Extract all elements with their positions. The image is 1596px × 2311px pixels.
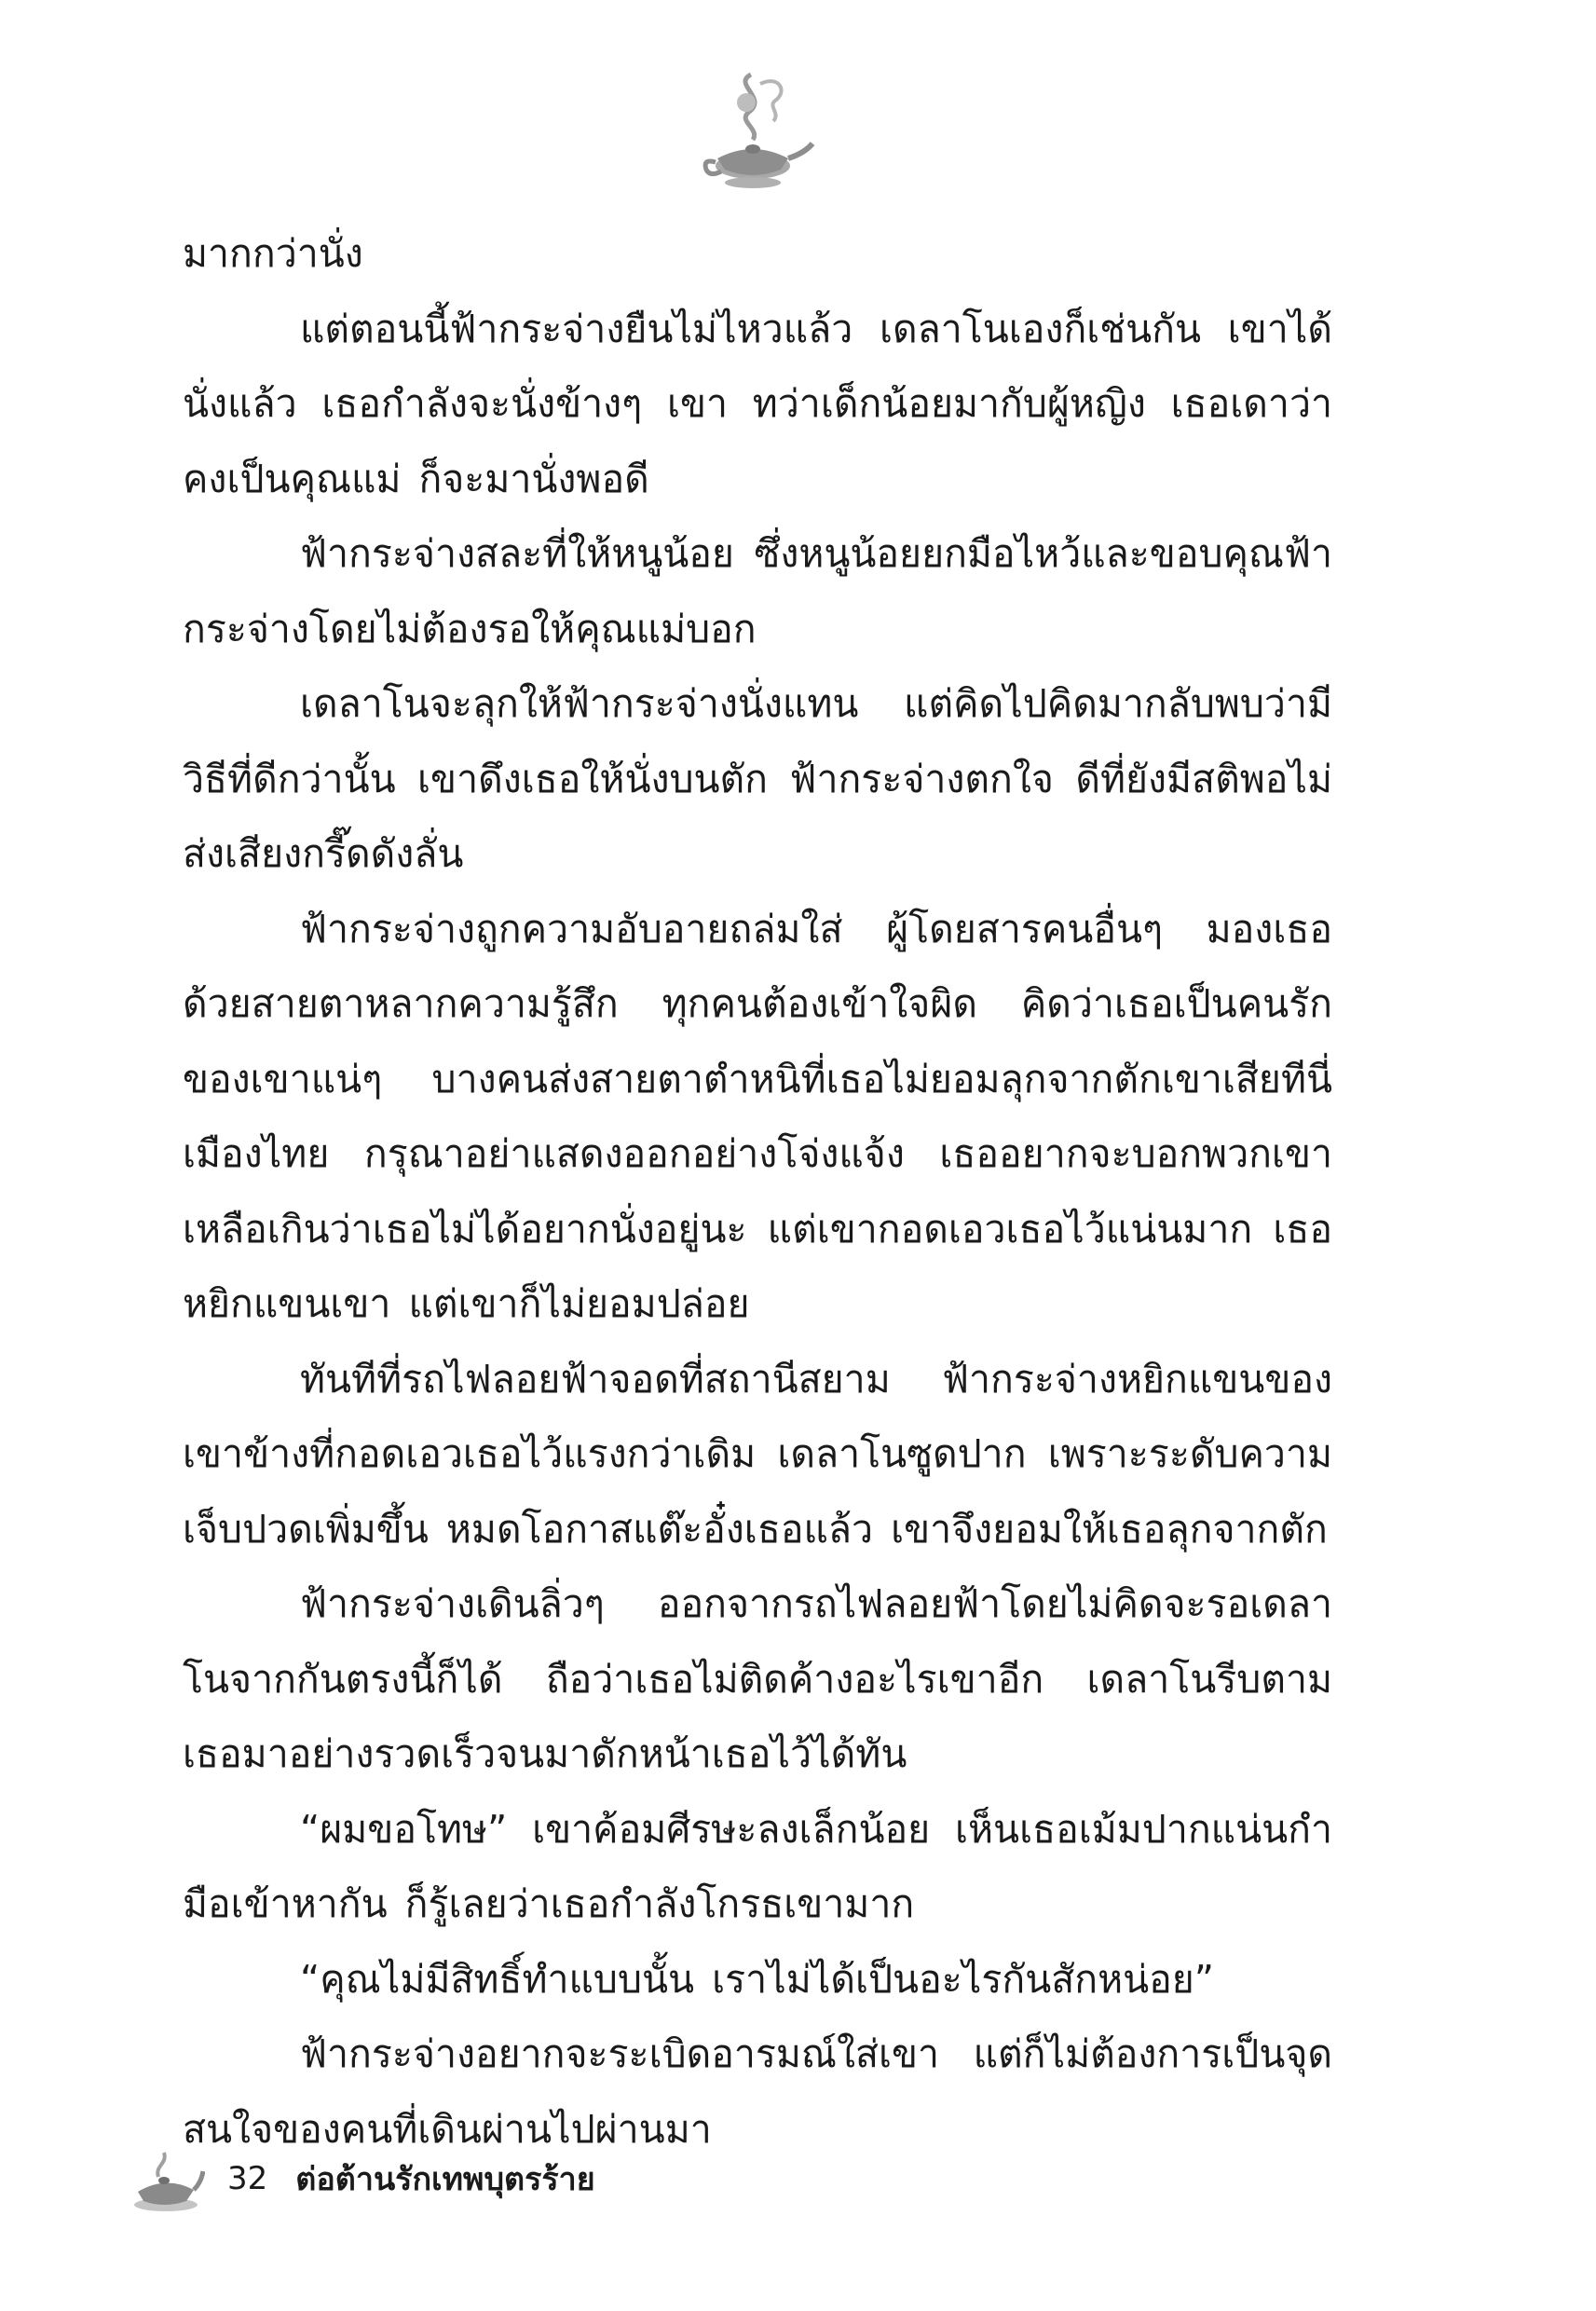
paragraph-8: “ผมขอโทษ” เขาค้อมศีรษะลงเล็กน้อย เห็นเธอเม้มปากแน่นกำมือเข้าหากัน ก็รู้เลยว่าเธอกำลังโกรธเขามาก (183, 1806, 1332, 1926)
paragraph-5: ฟ้ากระจ่างถูกความอับอายถล่มใส่ ผู้โดยสารคนอื่นๆ มองเธอด้วยสายตาหลากความรู้สึก ทุกคนต้องเข้าใจผิด คิดว่าเธอเป็นคนรักของเขาแน่ๆ บางคนส่งสายตาตำหนิที่เธอไม่ยอมลุกจากตักเขาเสียทีนี่เมืองไทย กรุณาอย่าแสดงออกอย่างโจ่งแจ้ง เธออยากจะบอกพวกเขาเหลือเกินว่าเธอไม่ได้อยากนั่งอยู่นะ แต่เขากอดเอวเธอไว้แน่นมาก เธอหยิกแขนเขา แต่เขาก็ไม่ยอมปล่อย (183, 906, 1332, 1326)
paragraph-10: ฟ้ากระจ่างอยากจะระเบิดอารมณ์ใส่เขา แต่ก็ไม่ต้องการเป็นจุดสนใจของคนที่เดินผ่านไปผ่านมา (183, 2031, 1332, 2152)
book-title: ต่อต้านรักเทพบุตรร้าย (295, 2161, 595, 2198)
paragraph-6: ทันทีที่รถไฟลอยฟ้าจอดที่สถานีสยาม ฟ้ากระจ่างหยิกแขนของเขาข้างที่กอดเอวเธอไว้แรงกว่าเดิม เดลาโนซูดปาก เพราะระดับความเจ็บปวดเพิ่มขึ้น หมดโอกาสแต๊ะอั๋งเธอแล้ว เขาจึงยอมให้เธอลุกจากตัก (183, 1356, 1332, 1552)
paragraph-9: “คุณไม่มีสิทธิ์ทำแบบนั้น เราไม่ได้เป็นอะไรกันสักหน่อย” (300, 1956, 1215, 2002)
paragraph-7: ฟ้ากระจ่างเดินลิ่วๆ ออกจากรถไฟลอยฟ้าโดยไม่คิดจะรอเดลาโนจากกันตรงนี้ก็ได้ ถือว่าเธอไม่ติดค้างอะไรเขาอีก เดลาโนรีบตามเธอมาอย่างรวดเร็วจนมาดักหน้าเธอไว้ได้ทัน (183, 1581, 1332, 1776)
body-text (183, 216, 1332, 2167)
paragraph-2: แต่ตอนนี้ฟ้ากระจ่างยืนไม่ไหวแล้ว เดลาโนเองก็เช่นกัน เขาได้นั่งแล้ว เธอกำลังจะนั่งข้างๆ เขา ทว่าเด็กน้อยมากับผู้หญิง เธอเดาว่าคงเป็นคุณแม่ ก็จะมานั่งพอดี (183, 306, 1332, 501)
lamp-icon (130, 2143, 205, 2214)
paragraph-3: ฟ้ากระจ่างสละที่ให้หนูน้อย ซึ่งหนูน้อยยกมือไหว้และขอบคุณฟ้ากระจ่างโดยไม่ต้องรอให้คุณแม่บอก (183, 531, 1332, 651)
page-number: 32 (227, 2160, 268, 2197)
paragraph-4: เดลาโนจะลุกให้ฟ้ากระจ่างนั่งแทน แต่คิดไปคิดมากลับพบว่ามีวิธีที่ดีกว่านั้น เขาดึงเธอให้นั่งบนตัก ฟ้ากระจ่างตกใจ ดีที่ยังมีสติพอไม่ส่งเสียงกรี๊ดดังลั่น (183, 681, 1332, 876)
page-footer (130, 2140, 595, 2218)
magic-lamp-icon (695, 65, 816, 196)
paragraph-1: มากกว่านั่ง (183, 231, 363, 276)
